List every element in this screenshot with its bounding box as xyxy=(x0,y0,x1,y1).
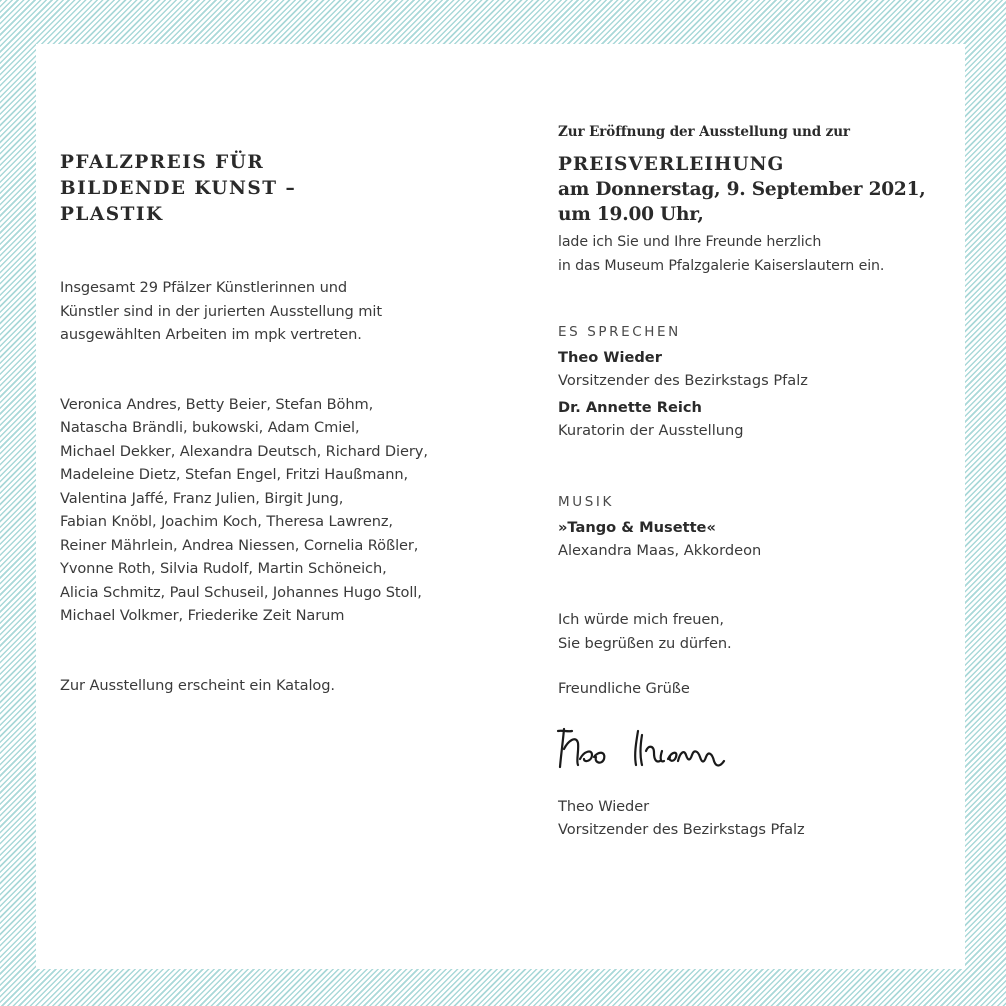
award-headline: PREISVERLEIHUNG am Donnerstag, 9. September 2021, um 19.00 Uhr, xyxy=(558,154,926,225)
music-title: »Tango & Musette« xyxy=(558,519,716,536)
signer-role: Vorsitzender des Bezirkstags Pfalz xyxy=(558,821,805,838)
title-line: PFALZPREIS FÜR xyxy=(60,152,265,173)
speakers-label: ES SPRECHEN xyxy=(558,324,681,340)
speaker-name: Theo Wieder xyxy=(558,349,662,366)
speaker-name: Dr. Annette Reich xyxy=(558,399,702,416)
intro-paragraph: Insgesamt 29 Pfälzer Künstlerinnen und Künstler sind in der jurierten Ausstellung mit ausgewählten Arbeiten im mpk vertreten. xyxy=(60,279,382,343)
signer-block xyxy=(558,795,958,842)
speakers-list xyxy=(558,346,958,442)
music-label: MUSIK xyxy=(558,494,614,510)
invitation-text: lade ich Sie und Ihre Freunde herzlich in das Museum Pfalzgalerie Kaiserslautern ein. xyxy=(558,234,885,274)
music-performer: Alexandra Maas, Akkordeon xyxy=(558,542,762,559)
left-column xyxy=(60,150,480,697)
speaker-role: Vorsitzender des Bezirkstags Pfalz xyxy=(558,372,808,389)
exhibition-title xyxy=(60,150,480,228)
signer-name: Theo Wieder xyxy=(558,797,649,815)
regards: Freundliche Grüße xyxy=(558,680,690,697)
speaker-role: Kuratorin der Ausstellung xyxy=(558,422,744,439)
handwritten-signature xyxy=(554,721,754,779)
catalog-note: Zur Ausstellung erscheint ein Katalog. xyxy=(60,676,335,694)
title-line: BILDENDE KUNST – xyxy=(60,178,297,199)
title-line: PLASTIK xyxy=(60,204,164,225)
right-column xyxy=(558,122,958,842)
opening-eyebrow: Zur Eröffnung der Ausstellung und zur xyxy=(558,124,850,140)
invitation-card xyxy=(36,44,965,969)
closing-text: Ich würde mich freuen, Sie begrüßen zu dürfen. xyxy=(558,611,732,652)
artists-list: Veronica Andres, Betty Beier, Stefan Böhm, Natascha Brändli, bukowski, Adam Cmiel, Michael Dekker, Alexandra Deutsch, Richard Diery, Madeleine Dietz, Stefan Engel, Fritzi Haußmann, Valentina Jaffé, Franz Julien, Birgit Jung, Fabian Knöbl, Joachim Koch, Theresa Lawrenz, Reiner Mährlein, Andrea Niessen, Cornelia Rößler, Yvonne Roth, Silvia Rudolf, Martin Schöneich, Alicia Schmitz, Paul Schuseil, Johannes Hugo Stoll, Michael Volkmer, Friederike Zeit Narum xyxy=(60,395,428,624)
